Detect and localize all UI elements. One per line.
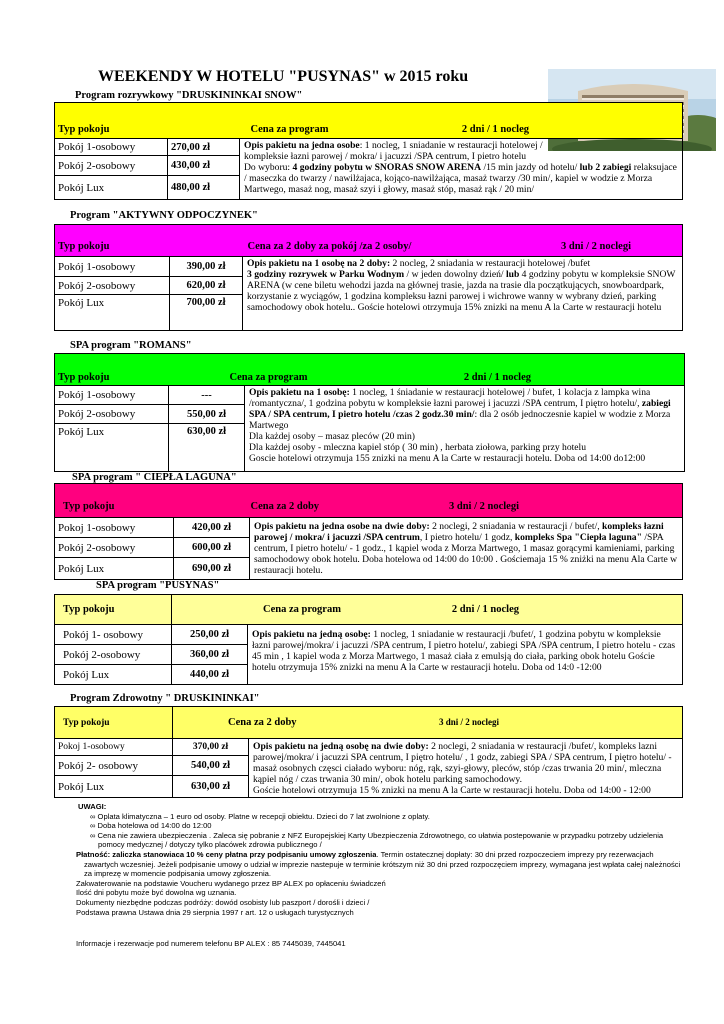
room-type-cell: Pokój 2-osobowy bbox=[55, 645, 172, 665]
price-cell: 370,00 zł bbox=[173, 739, 249, 756]
package-table bbox=[54, 353, 685, 472]
room-type-cell: Pokoj 1-osobowy bbox=[55, 518, 174, 538]
contact-info: Informacje i rezerwacje pod numerem telefonu BP ALEX : 85 7445039, 7445041 bbox=[76, 939, 346, 949]
room-type-cell: Pokoj 1-osobowy bbox=[55, 739, 173, 756]
price-cell: 270,00 zł bbox=[168, 139, 240, 156]
package-subtitle: Program rozrywkowy "DRUSKININKAI SNOW" bbox=[75, 90, 303, 101]
price-label: Cena za program bbox=[250, 124, 329, 135]
duration-label: 2 dni / 1 nocleg bbox=[461, 124, 529, 135]
note-line: Dokumenty niezbędne podczas podróży: dowód osobisty lub paszport / dorośli i dzieci / bbox=[76, 897, 370, 907]
column-header-price bbox=[173, 707, 683, 739]
note-line: Ilość dni pobytu może być dowolna wg uznania. bbox=[76, 888, 237, 898]
duration-label: 3 dni / 2 noclegi bbox=[561, 241, 632, 252]
price-cell: 360,00 zł bbox=[172, 645, 248, 665]
package-table bbox=[54, 706, 683, 798]
room-type-cell: Pokój 2- osobowy bbox=[55, 756, 173, 776]
package-table bbox=[54, 483, 683, 580]
price-label: Cena za program bbox=[229, 372, 308, 383]
notes-heading: UWAGI: bbox=[78, 802, 107, 811]
column-header-room-type: Typ pokoju bbox=[55, 707, 173, 739]
room-type-cell: Pokój Lux bbox=[55, 295, 170, 331]
package-description: Opis pakietu na 1 osobę: 1 nocleg, 1 śniadanie w restauracji hotelowej / bufet, 1 kolacja z lampka wina /romantyczna/, 1 godzina pobytu w kompleksie łazni parowej i jacuzzi /SPA centrum, I piętro hotelu/, zabiegi SPA / SPA centrum, I pietro hotelu /czas 2 godz.30 min/: dla 2 osób jednoczesnie kapiel w wodzie z Morza Martwego Dla każdej osoby – masaz pleców (20 min) Dla każdej osoby - mleczna kapiel stóp ( 30 min) , herbata ziołowa, parking przy hotelu Goscie hotelowi otrzymuja 155 znizki na menu A la Carte w restauracji hotelu. Doba od 14:00 do12:00 bbox=[245, 386, 685, 472]
price-cell: 690,00 zł bbox=[174, 558, 250, 580]
column-header-price bbox=[169, 354, 685, 386]
package-description: Opis pakietu na jedną osobę: 1 nocleg, 1 sniadanie w restauracji /bufet/, 1 godzina pobytu w kompleksie łazni parowej/mokra/ i jacuzzi /SPA centrum, I pietro hotelu/, zabiegi SPA /SPA centrum, I pietro hotelu - czas 45 min , 1 kapiel woda z Morza Martwego, 1 masaż ciała z emulsją do ciała, parking obok hotelu Goście hotelu otrzymuja 15% znizki na menu A la Carte w restauracji hotelu. Doba od 14:0 -12:00 bbox=[248, 625, 683, 685]
price-cell: 550,00 zł bbox=[169, 405, 245, 424]
package-subtitle: SPA program "PUSYNAS" bbox=[96, 580, 220, 591]
package-subtitle: Program Zdrowotny " DRUSKININKAI" bbox=[70, 693, 260, 704]
room-type-cell: Pokój 2-osobowy bbox=[55, 538, 174, 558]
room-type-cell: Pokój Lux bbox=[55, 558, 174, 580]
note-bullet: ∞ Cena nie zawiera ubezpieczenia . Zaleca się pobranie z NFZ Europejskiej Karty Ubezpieczenia Zdrowotnego, co ułatwia postepowanie w przypadku potrzeby udzielenia bbox=[90, 830, 664, 840]
payment-note-continuation: zawartych wczesniej. Jeżeli podpisanie umowy o udział w imprezie nastepuje w terminie krótszym niż 30 dni przed rozpoczęciem imprezy, wymagana jest wpłata całej należności bbox=[84, 859, 681, 869]
room-type-cell: Pokój 2-osobowy bbox=[55, 277, 170, 295]
package-description: Opis pakietu na jedna osobe na dwie doby: 2 noclegi, 2 sniadania w restauracji / bufet/, kompleks łazni parowej / mokra/ i jacuzzi /SPA centrum, I pietro hotelu/ 1 godz, kompleks Spa "Ciepła laguna" /SPA centrum, I pietro hotelu/ - 1 godz., 1 kąpiel woda z Morza Martwego, 1 masaz gorącymi kamieniami, parking samochodowy obok hotelu. Doba hotelowa od 14:00 do 10:00 . Gościemaja 15 % zniżki na menu Ala Carte w restauracji hotelu. bbox=[250, 518, 683, 580]
column-header-price bbox=[168, 103, 683, 139]
room-type-cell: Pokój Lux bbox=[55, 776, 173, 798]
price-cell: 250,00 zł bbox=[172, 625, 248, 645]
duration-label: 2 dni / 1 nocleg bbox=[463, 372, 531, 383]
room-type-cell: Pokój 2-osobowy bbox=[55, 156, 168, 176]
note-line: Zakwaterowanie na podstawie Voucheru wydanego przez BP ALEX po opłaceniu świadczeń bbox=[76, 878, 386, 888]
price-cell: 620,00 zł bbox=[170, 277, 243, 295]
duration-label: 2 dni / 1 nocleg bbox=[451, 604, 519, 615]
price-label: Cena za program bbox=[263, 604, 341, 615]
notes-section bbox=[58, 802, 698, 949]
column-header-price bbox=[170, 225, 683, 257]
payment-note-continuation: za imprezę w momencie podpisania umowy zgłoszenia. bbox=[84, 869, 271, 879]
room-type-cell: Pokój 1-osobowy bbox=[55, 386, 169, 405]
price-cell: 540,00 zł bbox=[173, 756, 249, 776]
price-cell: 600,00 zł bbox=[174, 538, 250, 558]
column-header-room-type: Typ pokoju bbox=[55, 225, 170, 257]
duration-label: 3 dni / 2 noclegi bbox=[439, 717, 500, 727]
room-type-cell: Pokój 1- osobowy bbox=[55, 625, 172, 645]
price-label: Cena za 2 doby za pokój /za 2 osoby/ bbox=[247, 241, 412, 252]
package-subtitle: Program "AKTYWNY ODPOCZYNEK" bbox=[70, 210, 258, 221]
duration-label: 3 dni / 2 noclegi bbox=[449, 501, 520, 512]
room-type-cell: Pokój Lux bbox=[55, 424, 169, 472]
note-bullet: ∞ Doba hotelowa od 14:00 do 12:00 bbox=[90, 821, 212, 831]
price-cell: 480,00 zł bbox=[168, 176, 240, 200]
room-type-cell: Pokój 2-osobowy bbox=[55, 405, 169, 424]
price-label: Cena za 2 doby bbox=[228, 717, 297, 728]
price-cell: 390,00 zł bbox=[170, 257, 243, 277]
price-label: Cena za 2 doby bbox=[250, 501, 320, 512]
package-subtitle: SPA program " CIEPŁA LAGUNA" bbox=[72, 472, 237, 483]
price-cell: 430,00 zł bbox=[168, 156, 240, 176]
payment-note: Płatność: zaliczka stanowiaca 10 % ceny płatna przy podpisaniu umowy zgłoszenia. Termin ostatecznej dopłaty: 30 dni przed rozpoczeciem imprezy pry rezerwacjach bbox=[76, 849, 654, 859]
note-bullet-continuation: pomocy medycznej / dotyczy tylko placówek zdrowia publicznego / bbox=[98, 840, 322, 850]
price-cell: --- bbox=[169, 386, 245, 405]
column-header-price bbox=[172, 595, 683, 625]
price-cell: 700,00 zł bbox=[170, 295, 243, 331]
room-type-cell: Pokój 1-osobowy bbox=[55, 139, 168, 156]
package-table bbox=[54, 102, 683, 200]
column-header-room-type: Typ pokoju bbox=[55, 354, 169, 386]
package-description: Opis pakietu na 1 osobę na 2 doby: 2 nocleg, 2 sniadania w restauracji hotelowej /bufet 3 godziny rozrywek w Parku Wodnym / w jeden dowolny dzień/ lub 4 godziny pobytu w kompleksie SNOW ARENA (w cene biletu wehodzi jazda na głównej trasie, jazda na trasie dla początkujących, snowboardpark, korzystanie z wyciągów, 1 godzina kompleksu łazni parowej i wichrowe wanny w wybrany dzień, parking samochodowy obok hotelu.. Goście hotelowi otrzymuja 15% znizki na menu A la Carte w restauracji hotelu bbox=[243, 257, 683, 331]
price-cell: 630,00 zł bbox=[169, 424, 245, 472]
room-type-cell: Pokój Lux bbox=[55, 665, 172, 685]
note-line: Podstawa prawna Ustawa dnia 29 sierpnia 1997 r art. 12 o usługach turystycznych bbox=[76, 907, 354, 917]
column-header-room-type: Typ pokoju bbox=[55, 484, 174, 518]
column-header-room-type: Typ pokoju bbox=[55, 103, 168, 139]
price-cell: 630,00 zł bbox=[173, 776, 249, 798]
package-description: Opis pakietu na jedna osobe: 1 nocleg, 1 sniadanie w restauracji hotelowej / kompleksie łazni parowej / mokra/ i jacuzzi /SPA centrum, I pietro hotelu Do wyboru: 4 godziny pobytu w SNORAS SNOW ARENA /15 min jazdy od hotelu/ lub 2 zabiegi relaksujace / maseczka do twarzy / nawilżajaca, kojąco-nawilżająca, masaż twarzy /30 min/, kapiel w wodzie z Morza Martwego, masaż nog, masaż szyi i głowy, masaż stóp, masaż rąk / 20 min/ bbox=[240, 139, 683, 200]
room-type-cell: Pokój 1-osobowy bbox=[55, 257, 170, 277]
package-table bbox=[54, 594, 683, 685]
column-header-room-type: Typ pokoju bbox=[55, 595, 172, 625]
page-title: WEEKENDY W HOTELU "PUSYNAS" w 2015 roku bbox=[98, 68, 469, 85]
column-header-price bbox=[174, 484, 683, 518]
price-cell: 420,00 zł bbox=[174, 518, 250, 538]
package-table bbox=[54, 224, 683, 331]
price-cell: 440,00 zł bbox=[172, 665, 248, 685]
package-subtitle: SPA program "ROMANS" bbox=[70, 340, 192, 351]
package-description: Opis pakietu na jedną osobę na dwie doby: 2 noclegi, 2 sniadania w restauracji /bufet/, kompleks lazni parowej/mokra/ i jacuzzi SPA centrum, I piętro hotelu/ , 1 godz, zabiegi SPA / SPA centrum, I piętro hotelu/ - masaż osobnych częsci ciałado wyboru: nóg, rąk, szyi-głowy, pleców, stóp /czas trwania 20 min/, mleczna kąpiel nóg / czas trwania 30 min/, obok hotelu parking samochodowy. Goście hotelowi otrzymuja 15 % znizki na menu A la Carte w restauracji hotelu. Doba od 14:00 - 12:00 bbox=[249, 739, 683, 798]
note-bullet: ∞ Oplata klimatyczna – 1 euro od osoby. Platne w recepcji obiektu. Dzieci do 7 lat zwolnione z oplaty. bbox=[90, 811, 430, 821]
room-type-cell: Pokój Lux bbox=[55, 176, 168, 200]
